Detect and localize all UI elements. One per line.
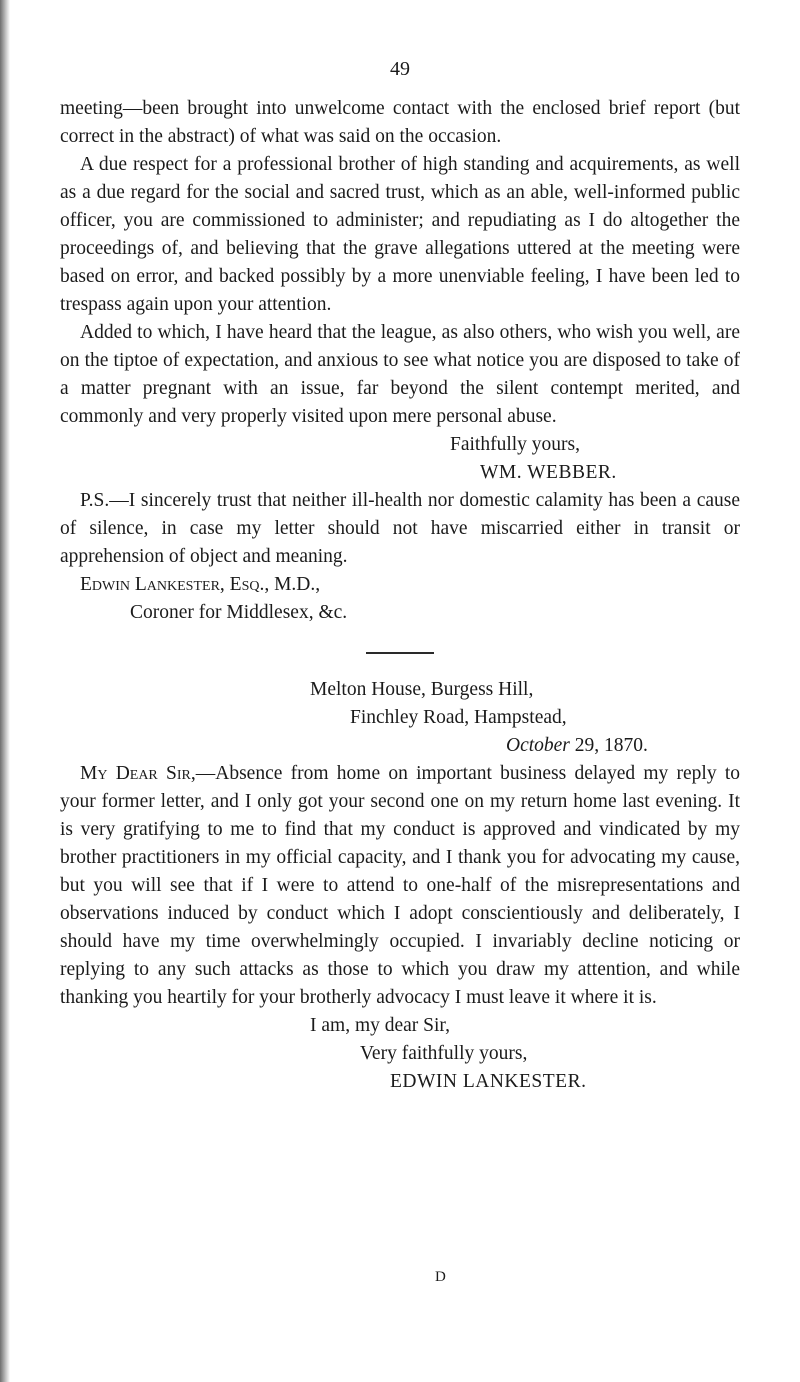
letter1-postscript: P.S.—I sincerely trust that neither ill-health nor domestic calamity has been a cause of silence, in case my letter should not have miscarried either in transit or apprehension of object and meaning. bbox=[60, 490, 740, 567]
letter2-date-rest: 29, 1870. bbox=[569, 735, 648, 756]
signature-mark: D bbox=[435, 1269, 446, 1285]
letter1-signature: WM. WEBBER. bbox=[480, 462, 617, 483]
letter2-address-line-1: Melton House, Burgess Hill, bbox=[310, 679, 534, 700]
letter1-paragraph-3: Added to which, I have heard that the league, as also others, who wish you well, are on the tiptoe of expectation, and anxious to see what notice you are disposed to take of a matter pregnant with an issue, far beyond the silent contempt merited, and commonly and very properly visited upon mere personal abuse. bbox=[60, 322, 740, 427]
page-gutter-shadow bbox=[0, 0, 10, 1382]
letter1-paragraph-1: meeting—been brought into unwelcome contact with the enclosed brief report (but correct in the abstract) of what was said on the occasion. bbox=[60, 98, 740, 147]
letter2-signature: EDWIN LANKESTER. bbox=[390, 1071, 587, 1092]
letter2-close-line-2: Very faithfully yours, bbox=[360, 1043, 528, 1064]
letter2-salutation: My Dear Sir, bbox=[80, 763, 196, 784]
letter2-date-month: October bbox=[506, 735, 570, 756]
letter2-date bbox=[60, 732, 740, 760]
letter1-signoff: Faithfully yours, bbox=[450, 434, 580, 455]
letter2-body-text: —Absence from home on important business delayed my reply to your former letter, and I only got your second one on my return home last evening. It is very gratifying to me to find that my conduct is approved and vindicated by my brother practitioners in my official capacity, and I thank you for advocating my cause, but you will see that if I were to attend to one-half of the misrepresentations and observations induced by conduct which I adopt conscientiously and deliberately, I should have my time overwhelmingly occupied. I invariably decline noticing or replying to any such attacks as those to which you draw my attention, and while thanking you heartily for your brotherly advocacy I must leave it where it is. bbox=[60, 763, 740, 1008]
letter1-paragraph-2: A due respect for a professional brother of high standing and acquirements, as well as a due regard for the social and sacred trust, which as an able, well-informed public officer, you are commissioned to administer; and repudiating as I do altogether the proceedings of, and believing that the grave allegations uttered at the meeting were based on error, and backed possibly by a more unenviable feeling, I have been led to trespass again upon your attention. bbox=[60, 154, 740, 315]
letter2-body bbox=[60, 760, 740, 1012]
letter2-address-line-2: Finchley Road, Hampstead, bbox=[350, 707, 567, 728]
page-body bbox=[60, 95, 740, 1096]
section-divider bbox=[366, 652, 434, 654]
page-number: 49 bbox=[390, 58, 410, 80]
letter2-close-line-1: I am, my dear Sir, bbox=[310, 1015, 451, 1036]
letter1-addressee-title: Coroner for Middlesex, &c. bbox=[130, 602, 348, 623]
letter1-addressee-name: Edwin Lankester, Esq., M.D., bbox=[80, 574, 321, 595]
